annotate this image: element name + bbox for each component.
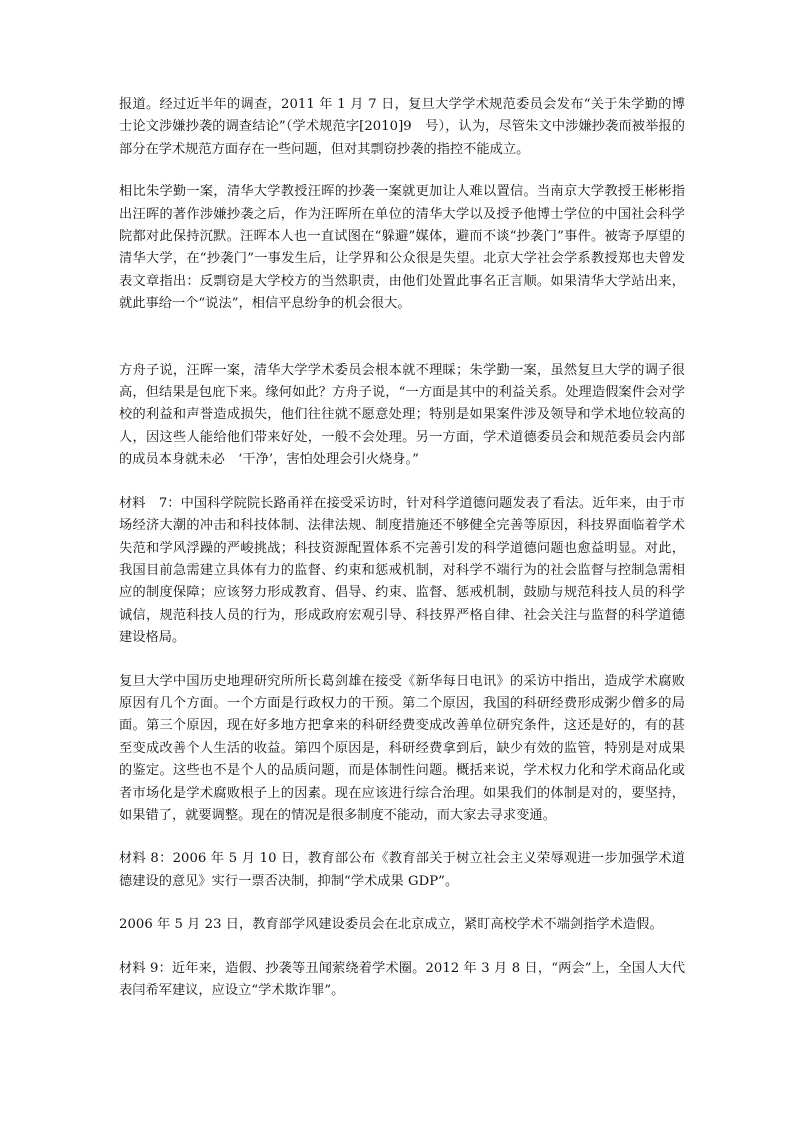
paragraph-material-7: 材料 7：中国科学院院长路甬祥在接受采访时，针对科学道德问题发表了看法。近年来，由于市场经济大潮的冲击和科技体制、法律法规、制度措施还不够健全完善等原因，科技界面临着学术失范和学风浮躁的严峻挑战；科技资源配置体系不完善引发的科学道德问题也愈益明显。对此，我国目前急需建立具体有力的监督、约束和惩戒机制，对科学不端行为的社会监督与控制急需相应的制度保障；应该努力形成教育、倡导、约束、监督、惩戒机制，鼓励与规范科技人员的科学诚信，规范科技人员的行为，形成政府宏观引导、科技界严格自律、社会关注与监督的科学道德建设格局。 (119, 495, 685, 646)
document-page (119, 94, 685, 1023)
paragraph-tsinghua-wanghui: 相比朱学勤一案，清华大学教授汪晖的抄袭一案就更加让人难以置信。当南京大学教授王彬彬指出汪晖的著作涉嫌抄袭之后，作为汪晖所在单位的清华大学以及授予他博士学位的中国社会科学院都对此保持沉默。汪晖本人也一直试图在“躲避”媒体，避而不谈“抄袭门”事件。被寄予厚望的清华大学，在“抄袭门”一事发生后，让学界和公众很是失望。北京大学社会学系教授郑也夫曾发表文章指出：反剽窃是大学校方的当然职责，由他们处置此事名正言顺。如果清华大学站出来，就此事给一个“说法”，相信平息纷争的机会很大。 (119, 184, 685, 312)
paragraph-fangzhouzi: 方舟子说，汪晖一案，清华大学学术委员会根本就不理睬；朱学勤一案，虽然复旦大学的调子很高，但结果是包庇下来。缘何如此？方舟子说，“一方面是其中的利益关系。处理造假案件会对学校的利益和声誉造成损失，他们往往就不愿意处理；特别是如果案件涉及领导和学术地位较高的人，因这些人能给他们带来好处，一般不会处理。另一方面，学术道德委员会和规范委员会内部的成员本身就未必 ‘干净’，害怕处理会引火烧身。” (119, 362, 685, 468)
paragraph-gejianxiong: 复旦大学中国历史地理研究所所长葛剑雄在接受《新华每日电讯》的采访中指出，造成学术腐败原因有几个方面。一个方面是行政权力的干预。第二个原因，我国的科研经费形成粥少僧多的局面。第三个原因，现在好多地方把拿来的科研经费变成改善单位研究条件，这还是好的，有的甚至变成改善个人生活的收益。第四个原因是，科研经费拿到后，缺少有效的监管，特别是对成果的鉴定。这些也不是个人的品质问题，而是体制性问题。概括来说，学术权力化和学术商品化或者市场化是学术腐败根子上的因素。现在应该进行综合治理。如果我们的体制是对的，要坚持，如果错了，就要调整。现在的情况是很多制度不能动，而大家去寻求变通。 (119, 673, 685, 823)
paragraph-2006-committee: 2006 年 5 月 23 日，教育部学风建设委员会在北京成立，紧盯高校学术不端剑指学术造假。 (119, 917, 663, 933)
paragraph-material-8: 材料 8：2006 年 5 月 10 日，教育部公布《教育部关于树立社会主义荣辱观进一步加强学术道德建设的意见》实行一票否决制，抑制“学术成果 GDP”。 (119, 851, 685, 889)
paragraph-fudan-investigation: 报道。经过近半年的调查，2011 年 1 月 7 日，复旦大学学术规范委员会发布“关于朱学勤的博士论文涉嫌抄袭的调查结论”（学术规范字[2010]9 号），认为，尽管朱文中涉嫌抄袭而被举报的部分在学术规范方面存在一些问题，但对其剽窃抄袭的指控不能成立。 (119, 97, 685, 157)
paragraph-material-9: 材料 9：近年来，造假、抄袭等丑闻萦绕着学术圈。2012 年 3 月 8 日，“两会”上，全国人大代表闫希军建议，应设立“学术欺诈罪”。 (119, 960, 685, 998)
